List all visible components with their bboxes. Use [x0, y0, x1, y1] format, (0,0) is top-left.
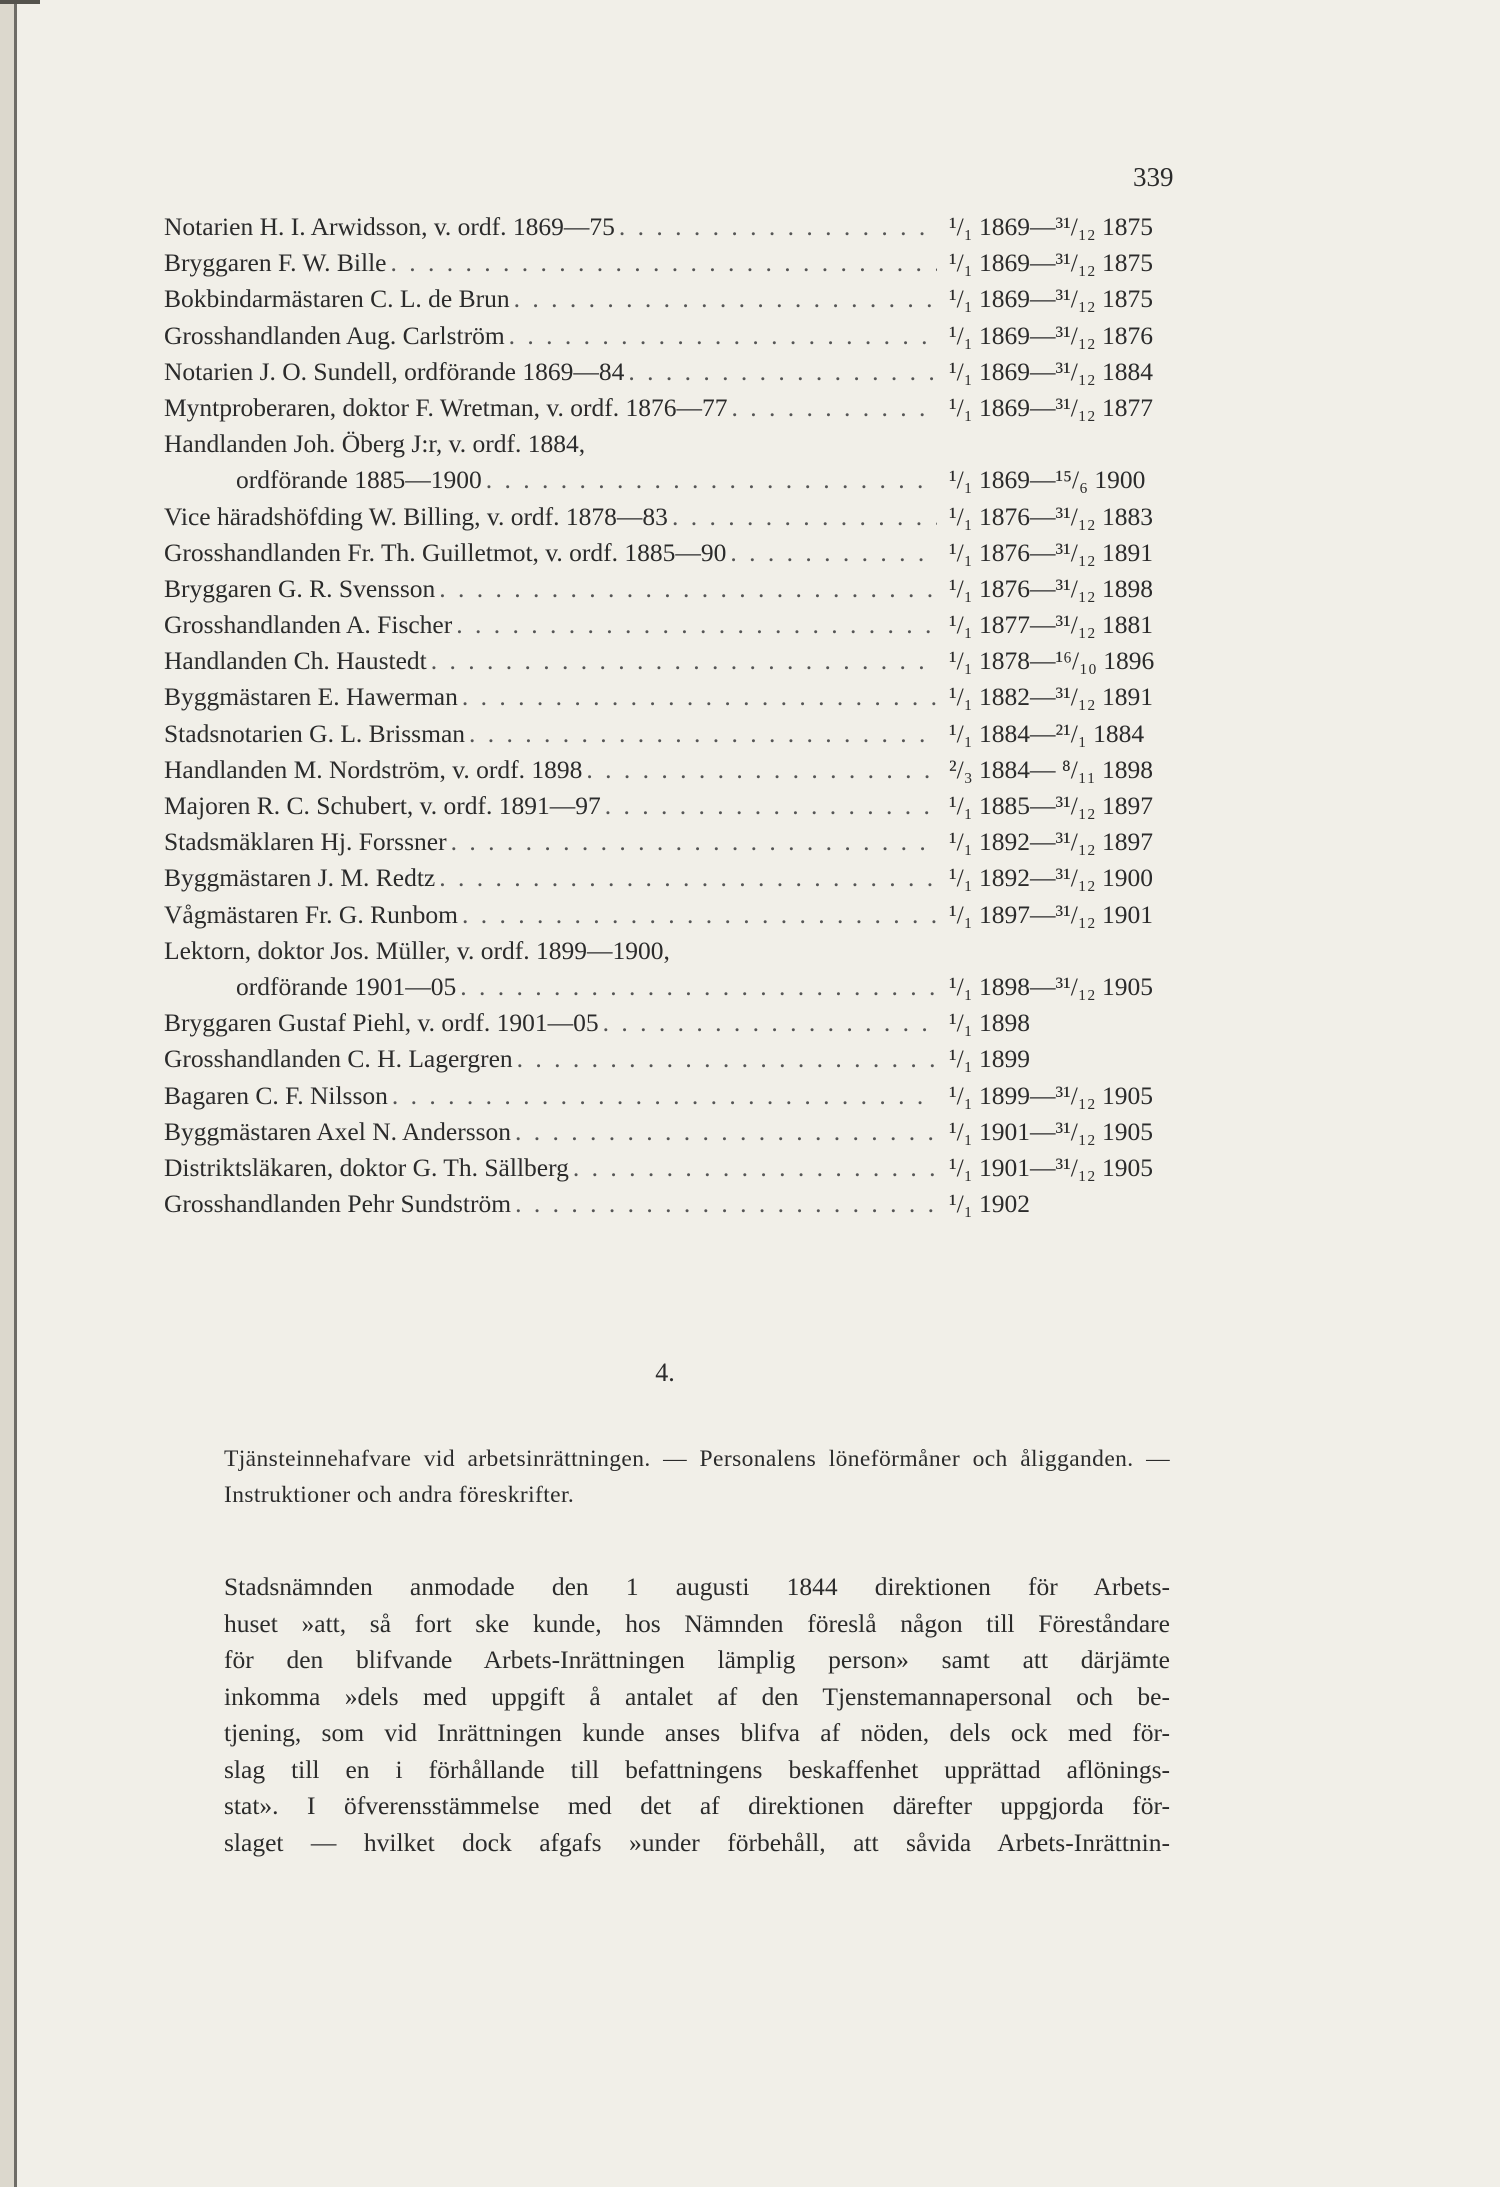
dot-leader	[573, 1153, 937, 1183]
roster-name: Bryggaren F. W. Bille	[164, 248, 387, 278]
roster-dates: ²/₃ 1884— ⁸/₁₁ 1898	[949, 754, 1153, 784]
roster-row	[164, 429, 1194, 465]
roster-row	[164, 1153, 1194, 1189]
roster-name: Bagaren C. F. Nilsson	[164, 1080, 388, 1110]
roster-dates: ¹/₁ 1876—³¹/₁₂ 1891	[949, 537, 1154, 567]
roster-dates: ¹/₁ 1876—³¹/₁₂ 1883	[949, 501, 1154, 531]
roster-name: Grosshandlanden A. Fischer	[164, 610, 453, 640]
roster-dates: ¹/₁ 1869—³¹/₁₂ 1875	[949, 248, 1154, 278]
roster-name: Handlanden Ch. Haustedt	[164, 646, 427, 676]
roster-row	[164, 1117, 1194, 1153]
section-number: 4.	[655, 1358, 675, 1387]
roster-dates: ¹/₁ 1899	[949, 1044, 1030, 1074]
dot-leader	[439, 574, 937, 604]
dot-leader	[619, 212, 937, 242]
dot-leader	[456, 610, 937, 640]
roster-name: Stadsnotarien G. L. Brissman	[164, 718, 466, 748]
roster-dates: ¹/₁ 1901—³¹/₁₂ 1905	[949, 1152, 1154, 1182]
body-line: slaget — hvilket dock afgafs »under förbehåll, att såvida Arbets-Inrättnin-	[224, 1827, 1170, 1857]
roster-row	[164, 936, 1194, 972]
roster-name: Bokbindarmästaren C. L. de Brun	[164, 284, 510, 314]
roster-dates: ¹/₁ 1869—³¹/₁₂ 1876	[949, 320, 1154, 350]
dot-leader	[392, 1081, 937, 1111]
dot-leader	[469, 719, 937, 749]
roster-dates: ¹/₁ 1869—³¹/₁₂ 1877	[949, 392, 1154, 422]
roster-row	[164, 900, 1194, 936]
roster-row	[164, 646, 1194, 682]
page-edge-line	[14, 0, 17, 2187]
page-number: 339	[1133, 162, 1174, 192]
roster-row	[164, 321, 1194, 357]
body-line: för den blifvande Arbets-Inrättningen lämplig person» samt att därjämte	[224, 1645, 1170, 1674]
body-line: tjening, som vid Inrättningen kunde anses blifva af nöden, dels ock med för-	[224, 1718, 1170, 1747]
dot-leader	[460, 972, 937, 1002]
roster-row	[164, 682, 1194, 718]
roster-row	[164, 212, 1194, 248]
roster-name: Bryggaren G. R. Svensson	[164, 573, 436, 603]
roster-dates: ¹/₁ 1882—³¹/₁₂ 1891	[949, 682, 1154, 712]
roster-name: Bryggaren Gustaf Piehl, v. ordf. 1901—05	[164, 1008, 599, 1038]
roster-name: Notarien J. O. Sundell, ordförande 1869—84	[164, 356, 625, 386]
roster-name: Stadsmäklaren Hj. Forssner	[164, 827, 447, 857]
roster-name: Myntproberaren, doktor F. Wretman, v. ordf. 1876—77	[164, 392, 728, 422]
roster-dates: ¹/₁ 1869—³¹/₁₂ 1875	[949, 212, 1154, 241]
roster-name: ordförande 1901—05	[236, 971, 457, 1001]
roster-name: Grosshandlanden Aug. Carlström	[164, 320, 505, 350]
dot-leader	[462, 682, 937, 712]
roster-dates: ¹/₁ 1877—³¹/₁₂ 1881	[949, 610, 1154, 640]
dot-leader	[439, 863, 937, 893]
roster-row	[164, 574, 1194, 610]
roster-name: Notarien H. I. Arwidsson, v. ordf. 1869—75	[164, 212, 615, 241]
dot-leader	[605, 791, 937, 821]
dot-leader	[431, 646, 937, 676]
dot-leader	[586, 755, 937, 785]
roster-dates: ¹/₁ 1897—³¹/₁₂ 1901	[949, 899, 1154, 929]
section-title: Tjänsteinnehafvare vid arbetsinrättningen. — Personalens löneförmåner och åligganden. — Instruktioner och andra föreskrifter.	[224, 1446, 1170, 1508]
roster-row	[164, 465, 1194, 501]
roster-name: Handlanden M. Nordström, v. ordf. 1898	[164, 754, 583, 784]
roster-row	[164, 719, 1194, 755]
dot-leader	[730, 538, 937, 568]
roster-dates: ¹/₁ 1892—³¹/₁₂ 1897	[949, 827, 1154, 857]
roster-dates: ¹/₁ 1869—¹⁵/₆ 1900	[949, 465, 1146, 495]
roster-dates: ¹/₁ 1898	[949, 1008, 1030, 1038]
dot-leader	[732, 393, 938, 423]
member-roster	[164, 212, 1194, 1225]
roster-name: Byggmästaren Axel N. Andersson	[164, 1116, 512, 1146]
roster-row	[164, 1081, 1194, 1117]
body-paragraph	[224, 1569, 1170, 1861]
roster-row	[164, 357, 1194, 393]
roster-dates: ¹/₁ 1876—³¹/₁₂ 1898	[949, 573, 1154, 603]
body-line: huset »att, så fort ske kunde, hos Nämnden föreslå någon till Föreståndare	[224, 1608, 1170, 1638]
roster-dates: ¹/₁ 1899—³¹/₁₂ 1905	[949, 1080, 1154, 1110]
roster-dates: ¹/₁ 1902	[949, 1189, 1030, 1219]
roster-row	[164, 791, 1194, 827]
dot-leader	[515, 1117, 937, 1147]
roster-name: ordförande 1885—1900	[236, 465, 482, 495]
roster-row	[164, 755, 1194, 791]
roster-name: Grosshandlanden Fr. Th. Guilletmot, v. ordf. 1885—90	[164, 537, 727, 567]
dot-leader	[462, 900, 937, 930]
roster-name: Distriktsläkaren, doktor G. Th. Sällberg	[164, 1152, 569, 1182]
roster-dates: ¹/₁ 1878—¹⁶/₁₀ 1896	[949, 646, 1155, 676]
dot-leader	[515, 1189, 937, 1219]
body-line: stat». I öfverensstämmelse med det af direktionen därefter uppgjorda för-	[224, 1791, 1170, 1820]
roster-dates: ¹/₁ 1898—³¹/₁₂ 1905	[949, 971, 1154, 1001]
roster-dates: ¹/₁ 1892—³¹/₁₂ 1900	[949, 863, 1154, 893]
dot-leader	[486, 465, 937, 495]
roster-row	[164, 284, 1194, 320]
dot-leader	[391, 248, 938, 278]
roster-name: Grosshandlanden Pehr Sundström	[164, 1189, 512, 1219]
roster-name: Lektorn, doktor Jos. Müller, v. ordf. 1899—1900,	[164, 935, 670, 965]
roster-row	[164, 610, 1194, 646]
body-line: Stadsnämnden anmodade den 1 augusti 1844 direktionen för Arbets-	[224, 1572, 1170, 1601]
roster-dates: ¹/₁ 1885—³¹/₁₂ 1897	[949, 791, 1154, 820]
roster-name: Byggmästaren E. Hawerman	[164, 682, 458, 712]
roster-row	[164, 1044, 1194, 1080]
roster-row	[164, 393, 1194, 429]
roster-row	[164, 1008, 1194, 1044]
roster-name: Byggmästaren J. M. Redtz	[164, 863, 436, 893]
roster-row	[164, 1189, 1194, 1225]
dot-leader	[509, 321, 937, 351]
dot-leader	[517, 1044, 937, 1074]
body-line: inkomma »dels med uppgift å antalet af den Tjenstemannapersonal och be-	[224, 1681, 1170, 1711]
roster-name: Vågmästaren Fr. G. Runbom	[164, 899, 458, 929]
roster-row	[164, 972, 1194, 1008]
roster-name: Vice häradshöfding W. Billing, v. ordf. 1878—83	[164, 501, 668, 531]
roster-name: Grosshandlanden C. H. Lagergren	[164, 1044, 513, 1074]
roster-dates: ¹/₁ 1869—³¹/₁₂ 1884	[949, 356, 1154, 386]
body-line: slag till en i förhållande till befattningens beskaffenhet upprättad aflönings-	[224, 1754, 1170, 1784]
roster-dates: ¹/₁ 1869—³¹/₁₂ 1875	[949, 284, 1154, 314]
dot-leader	[628, 357, 937, 387]
dot-leader	[672, 502, 937, 532]
roster-row	[164, 538, 1194, 574]
roster-row	[164, 502, 1194, 538]
roster-dates: ¹/₁ 1884—²¹/₁ 1884	[949, 718, 1145, 748]
roster-name: Majoren R. C. Schubert, v. ordf. 1891—97	[164, 791, 601, 820]
dot-leader	[603, 1008, 937, 1038]
dot-leader	[514, 284, 937, 314]
roster-row	[164, 863, 1194, 899]
roster-row	[164, 248, 1194, 284]
page-top-mark	[0, 0, 40, 4]
dot-leader	[451, 827, 937, 857]
roster-name: Handlanden Joh. Öberg J:r, v. ordf. 1884,	[164, 429, 586, 459]
roster-dates: ¹/₁ 1901—³¹/₁₂ 1905	[949, 1116, 1154, 1146]
roster-row	[164, 827, 1194, 863]
